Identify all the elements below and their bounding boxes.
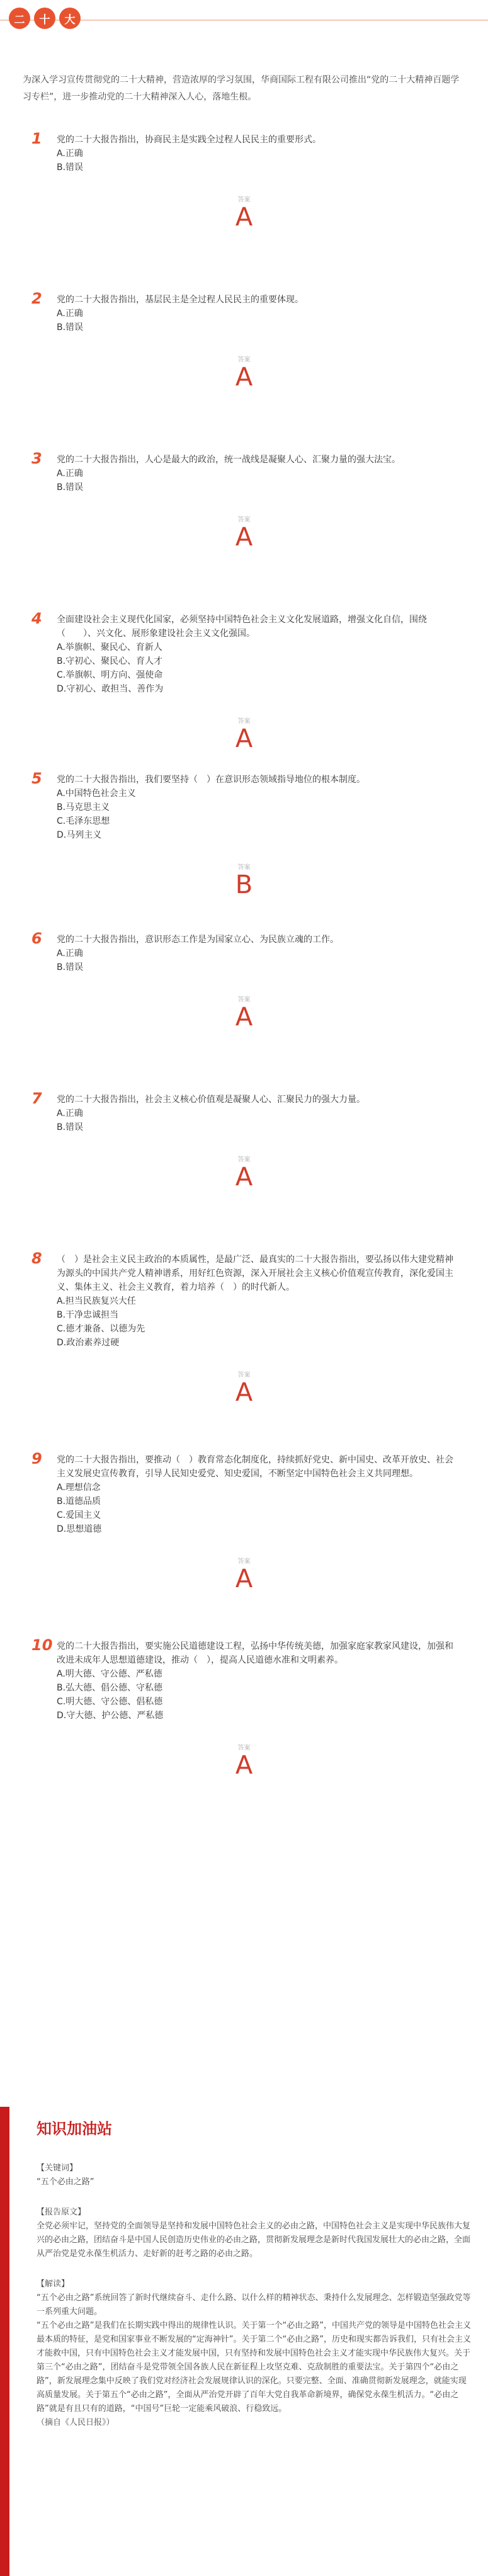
interpret-text-1: “五个必由之路”系统回答了新时代继续奋斗、走什么路、以什么样的精神状态、秉持什么发展理念、怎样锻造坚强政党等一系列重大问题。 (37, 2293, 471, 2317)
header (0, 0, 488, 39)
question-item (0, 1251, 488, 1451)
knowledge-accent-bar (0, 2107, 9, 2576)
question-head (31, 931, 460, 974)
question-option: D.政治素养过硬 (57, 1338, 120, 1348)
knowledge-title: 知识加油站 (37, 2120, 112, 2138)
answer-letter: A (235, 203, 253, 232)
answer-label: 答案 (237, 197, 251, 203)
answer-label: 答案 (237, 718, 251, 725)
question-head (31, 1451, 460, 1536)
keyword-heading: 【关键词】 (37, 2163, 78, 2173)
question-body (57, 1639, 460, 1723)
question-body (57, 293, 460, 334)
question-head (31, 1638, 460, 1723)
report-heading: 【报告原文】 (37, 2208, 86, 2217)
question-number: 4 (31, 610, 42, 627)
question-number: 9 (31, 1450, 42, 1468)
question-option: B.干净忠诚担当 (57, 1310, 119, 1320)
question-item (0, 611, 488, 771)
question-text: （ ）是社会主义民主政治的本质属性，是最广泛、最真实的二十大报告指出，要弘扬以伟大建党精神为源头的中国共产党人精神谱系，用好红色资源，深入开展社会主义核心价值观宣传教育，深化爱国主义、集体主义、社会主义教育，着力培养（ ）的时代新人。 (57, 1255, 453, 1292)
answer-letter: A (235, 1163, 253, 1192)
question-head (31, 291, 460, 334)
header-badges (9, 8, 81, 29)
answer-label: 答案 (237, 1558, 251, 1565)
source-text: （摘自《人民日报》） (37, 2418, 115, 2427)
knowledge-body (37, 2162, 471, 2446)
question-head (31, 451, 460, 494)
question-option: B.错误 (57, 482, 84, 493)
question-item (0, 1451, 488, 1638)
intro-paragraph: 为深入学习宣传贯彻党的二十大精神，营造浓厚的学习氛围，华商国际工程有限公司推出“党的二十大精神百题学习专栏”，进一步推动党的二十大精神深入人心，落地生根。 (23, 75, 460, 102)
question-option: B.错误 (57, 1122, 84, 1132)
question-item (0, 291, 488, 451)
question-text: 全面建设社会主义现代化国家，必须坚持中国特色社会主义文化发展道路，增强文化自信，围绕（ ）、兴文化、展形象建设社会主义文化强国。 (57, 615, 427, 639)
question-option: A.举旗帜、聚民心、育新人 (57, 642, 162, 653)
question-option: C.毛泽东思想 (57, 816, 110, 826)
keyword-text: “五个必由之路” (37, 2177, 94, 2187)
question-option: A.正确 (57, 1108, 83, 1119)
question-item (0, 771, 488, 931)
question-body (57, 133, 460, 174)
answer-label: 答案 (237, 1745, 251, 1752)
question-item (0, 451, 488, 611)
question-option: A.正确 (57, 949, 83, 959)
badge-er: 二 (9, 8, 30, 29)
answer-letter: A (235, 1564, 253, 1593)
question-body (57, 1093, 460, 1134)
question-number: 8 (31, 1250, 42, 1267)
question-body (57, 613, 460, 696)
question-option: D.思想道德 (57, 1524, 102, 1534)
answer-label: 答案 (237, 1372, 251, 1379)
question-option: B.弘大德、倡公德、守私德 (57, 1683, 163, 1693)
question-option: B.错误 (57, 962, 84, 972)
question-number: 6 (31, 930, 42, 947)
question-option: D.守初心、敢担当、善作为 (57, 684, 164, 694)
question-item (0, 931, 488, 1091)
question-head (31, 1091, 460, 1134)
answer-letter: A (235, 1751, 253, 1780)
question-text: 党的二十大报告指出，要实施公民道德建设工程，弘扬中华传统美德，加强家庭家教家风建设，加强和改进未成年人思想道德建设，推动（ ），提高人民道德水准和文明素养。 (57, 1641, 453, 1665)
question-number: 7 (31, 1090, 42, 1107)
answer-letter: A (235, 1378, 253, 1407)
question-option: B.错误 (57, 162, 84, 173)
question-option: A.明大德、守公德、严私德 (57, 1669, 162, 1679)
question-text: 党的二十大报告指出，社会主义核心价值观是凝聚人心、汇聚民力的强大力量。 (57, 1095, 365, 1105)
answer-label: 答案 (237, 996, 251, 1003)
question-text: 党的二十大报告指出，我们要坚持（ ）在意识形态领域指导地位的根本制度。 (57, 775, 365, 785)
question-option: B.守初心、聚民心、育人才 (57, 656, 163, 666)
question-head (31, 1251, 460, 1350)
report-text: 全党必须牢记，坚持党的全面领导是坚持和发展中国特色社会主义的必由之路，中国特色社会主义是实现中华民族伟大复兴的必由之路，团结奋斗是中国人民创造历史伟业的必由之路，贯彻新发展理念是新时代我国发展壮大的必由之路，全面从严治党是党永葆生机活力、走好新的赶考之路的必由之路。 (37, 2221, 471, 2259)
question-option: A.正确 (57, 149, 83, 159)
answer-label: 答案 (237, 864, 251, 871)
answer-letter: A (235, 363, 253, 392)
question-option: D.守大德、护公德、严私德 (57, 1711, 164, 1721)
answer-label: 答案 (237, 356, 251, 363)
question-body (57, 1453, 460, 1536)
question-number: 3 (31, 450, 42, 467)
answer-letter: A (235, 1003, 253, 1032)
answer-label: 答案 (237, 516, 251, 523)
question-text: 党的二十大报告指出，基层民主是全过程人民民主的重要体现。 (57, 295, 304, 305)
answer-label: 答案 (237, 1156, 251, 1163)
question-number: 1 (31, 130, 42, 147)
question-option: C.爱国主义 (57, 1510, 101, 1520)
question-text: 党的二十大报告指出，意识形态工作是为国家立心、为民族立魂的工作。 (57, 935, 339, 945)
badge-shi: 十 (34, 8, 55, 29)
question-option: C.举旗帜、明方向、强使命 (57, 670, 163, 680)
question-item (0, 1638, 488, 1824)
question-option: B.错误 (57, 322, 84, 333)
question-text: 党的二十大报告指出，要推动（ ）教育常态化制度化，持续抓好党史、新中国史、改革开放史、社会主义发展史宣传教育，引导人民知史爱党、知史爱国，不断坚定中国特色社会主义共同理想。 (57, 1455, 453, 1479)
badge-da: 大 (59, 8, 81, 29)
question-option: A.理想信念 (57, 1483, 101, 1493)
answer-letter: A (235, 724, 253, 753)
question-head (31, 771, 460, 842)
question-head (31, 131, 460, 174)
question-number: 2 (31, 290, 42, 307)
question-number: 5 (31, 770, 42, 787)
question-body (57, 1253, 460, 1350)
question-option: A.正确 (57, 469, 83, 479)
interpret-text-2: “五个必由之路”是我们在长期实践中得出的规律性认识。关于第一个“必由之路”，中国共产党的领导是中国特色社会主义最本质的特征，是党和国家事业不断发展的“定海神针”。关于第二个“必由之路”，历史和现实都告诉我们，只有社会主义才能救中国，只有中国特色社会主义才能发展中国，只有坚持和发展中国特色社会主义才能实现中华民族伟大复兴。关于第三个“必由之路”，团结奋斗是党带领全国各族人民在新征程上攻坚克难、克敌制胜的重要法宝。关于第四个“必由之路”，新发展理念集中反映了我们党对经济社会发展规律认识的深化。只要完整、全面、准确贯彻新发展理念，就能实现高质量发展。关于第五个“必由之路”，全面从严治党开辟了百年大党自我革命新境界，确保党永葆生机活力。“必由之路”就是有且只有的道路，“中国号”巨轮一定能乘风破浪、行稳致远。 (37, 2321, 471, 2414)
question-body (57, 933, 460, 974)
question-text: 党的二十大报告指出，人心是最大的政治，统一战线是凝聚人心、汇聚力量的强大法宝。 (57, 455, 400, 465)
question-option: C.明大德、守公德、倡私德 (57, 1697, 163, 1707)
question-number: 10 (31, 1636, 53, 1654)
question-text: 党的二十大报告指出，协商民主是实践全过程人民民主的重要形式。 (57, 135, 321, 145)
question-option: B.马克思主义 (57, 802, 110, 812)
answer-letter: A (235, 523, 253, 552)
question-option: B.道德品质 (57, 1496, 101, 1507)
question-option: A.担当民族复兴大任 (57, 1296, 136, 1306)
question-item (0, 131, 488, 291)
question-head (31, 611, 460, 696)
answer-letter: B (235, 870, 253, 899)
question-option: C.德才兼备、以德为先 (57, 1324, 145, 1334)
question-option: D.马列主义 (57, 830, 102, 840)
interpret-heading: 【解读】 (37, 2279, 70, 2289)
question-item (0, 1091, 488, 1251)
question-option: A.中国特色社会主义 (57, 789, 136, 799)
question-option: A.正确 (57, 309, 83, 319)
question-body (57, 773, 460, 842)
question-list (0, 131, 488, 1824)
question-body (57, 453, 460, 494)
